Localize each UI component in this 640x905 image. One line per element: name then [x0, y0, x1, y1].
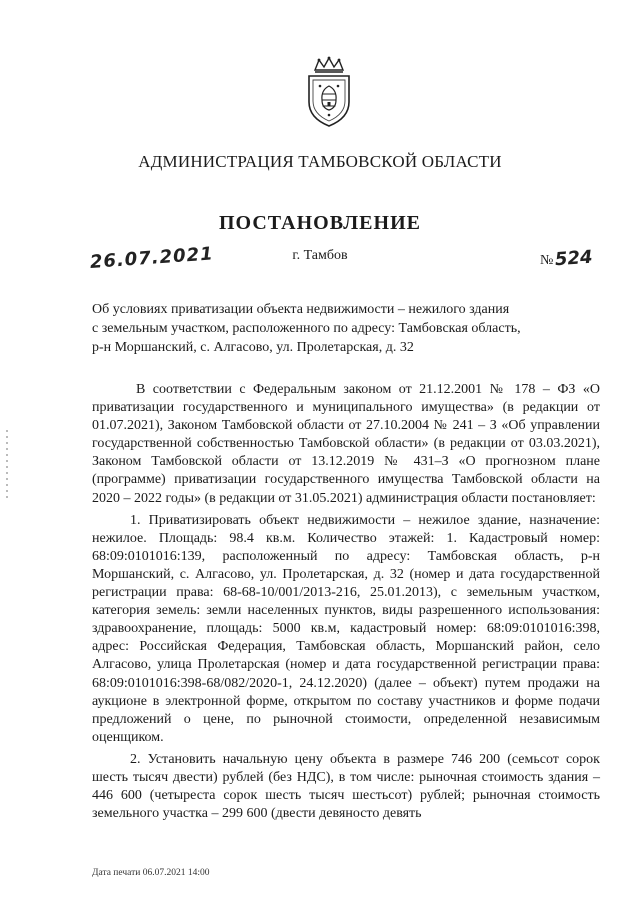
- item-2-paragraph: 2. Установить начальную цену объекта в размере 746 200 (семьсот сорок шесть тысяч двести) рублей (без НДС), в том числе: рыночная стоимость здания – 446 600 (четыреста сорок шесть тысяч шестьсот) рублей; рыночная стоимость земельного участка – 299 600 (двести девяносто девять: [92, 751, 600, 822]
- organization-name: АДМИНИСТРАЦИЯ ТАМБОВСКОЙ ОБЛАСТИ: [138, 152, 502, 171]
- subject-line: р-н Моршанский, с. Алгасово, ул. Пролетарская, д. 32: [92, 340, 414, 355]
- document-subject: [92, 300, 600, 357]
- number-sign: №: [540, 253, 554, 268]
- document-number: [540, 248, 593, 269]
- handwritten-date: 26.07.2021: [89, 243, 215, 273]
- print-date-footer: Дата печати 06.07.2021 14:00: [92, 868, 210, 878]
- preamble-paragraph: В соответствии с Федеральным законом от 21.12.2001 № 178 – ФЗ «О приватизации государственного и муниципального имущества» (в редакции от 01.07.2021), Законом Тамбовской области от 27.10.2004 № 241 – З «Об управлении государственной собственностью Тамбовской области» (в редакции от 03.03.2021), Законом Тамбовской области от 13.12.2019 № 431–З «О прогнозном плане (программе) приватизации государственного имущества Тамбовской области на 2020 – 2022 годы» (в редакции от 31.05.2021) администрация области постановляет:: [92, 382, 600, 506]
- subject-line: с земельным участком, расположенного по адресу: Тамбовская область,: [92, 321, 521, 336]
- handwritten-number: 524: [554, 246, 594, 271]
- scan-margin-mark: [6, 430, 8, 500]
- coat-of-arms-icon: [303, 56, 355, 128]
- document-body: [92, 381, 600, 823]
- item-1-paragraph: 1. Приватизировать объект недвижимости – нежилое здание, назначение: нежилое. Площадь: 98.4 кв.м. Количество этажей: 1. Кадастровый номер: 68:09:0101016:139, расположенный по адресу: Тамбовская область, р-н Моршанский, с. Алгасово, ул. Пролетарская, д. 32 (номер и дата государственной регистрации права: 68-68-10/001/2013-216, 25.01.2013), с земельным участком, категория земель: земли населенных пунктов, виды разрешенного использования: здравоохранение, площадь: 5000 кв.м, кадастровый номер: 68:09:0101016:398, адрес: Российская Федерация, Тамбовская область, Моршанский район, село Алгасово, улица Пролетарская (номер и дата государственной регистрации права: 68:09:0101016:398-68/082/2020-1, 24.12.2020) (далее – объект) путем продажи на аукционе в электронной форме, открытом по составу участников и форме подачи предложений о цене, по рыночной стоимости, определенной независимым оценщиком.: [92, 512, 600, 745]
- city-label: г. Тамбов: [292, 248, 348, 263]
- document-title: ПОСТАНОВЛЕНИЕ: [219, 212, 421, 234]
- subject-line: Об условиях приватизации объекта недвижимости – нежилого здания: [92, 302, 510, 317]
